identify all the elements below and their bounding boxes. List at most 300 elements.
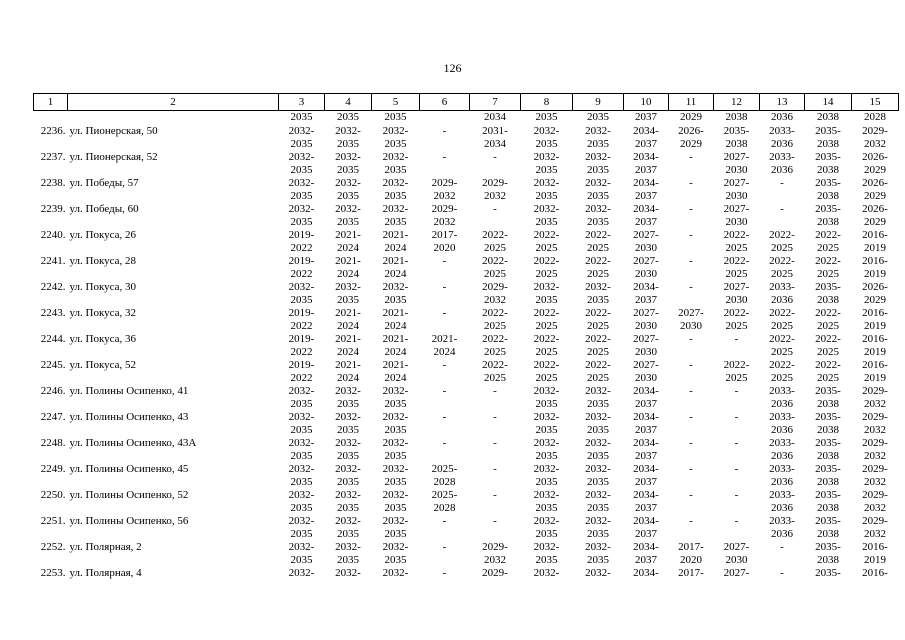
table-cell: 2022- 2025 [723,359,750,384]
table-cell: 2021- 2024 [335,307,361,332]
table-cell: 2032- 2035 [533,489,560,514]
table-cell: 2032- 2035 [335,203,361,228]
table-cell: 2022- 2025 [723,229,750,254]
table-cell: 2032- 2035 [533,151,560,176]
table-cell: 2028 [864,111,886,123]
table-cell: - [689,229,693,241]
table-cell: 2022- 2025 [533,359,560,384]
table-row [34,411,899,437]
table-cell: 2034- 2037 [633,489,659,514]
table-cell: 2022- 2025 [585,255,611,280]
table-cell: 2027- 2030 [723,151,750,176]
table-cell: 2019- 2022 [288,229,315,254]
table-cell: 2032- 2035 [585,515,611,540]
table-cell: 2029- 2032 [862,437,888,462]
table-cell: - [493,437,497,449]
table-cell: 2027- 2030 [723,541,750,566]
table-cell: - [493,489,497,501]
column-header: 7 [470,94,521,111]
table-cell: 2032- 2035 [585,125,611,150]
table-cell: 2032- 2035 [533,541,560,566]
row-number: 2245. [40,359,66,371]
column-header: 10 [624,94,669,111]
table-cell: 2025- 2028 [431,463,458,488]
table-row [34,333,899,359]
table-cell: - [493,385,497,397]
table-cell: 2034- 2037 [633,125,659,150]
table-cell: - [442,567,447,579]
table-cell: 2027- 2030 [678,307,704,332]
table-cell: 2029 [680,111,702,123]
table-cell: 2032- 2035 [533,411,560,436]
address-cell: ул. Полярная, 4 [69,567,142,579]
table-cell: 2027- 2030 [723,281,750,306]
row-number: 2243. [40,307,66,319]
table-cell: - [442,411,447,423]
table-cell: 2022- 2025 [482,333,508,358]
table-cell: - [689,359,693,371]
table-cell: 2032- 2035 [335,385,361,410]
table-cell: 2035 [290,111,313,123]
table-row [34,125,899,151]
table-cell: 2032- 2035 [288,281,315,306]
column-header: 3 [279,94,325,111]
table-cell: 2035- 2038 [815,463,841,488]
table-cell: 2033- 2036 [769,151,795,176]
table-cell: 2021- 2024 [382,333,409,358]
table-cell: 2022- 2025 [533,333,560,358]
table-cell: 2034- 2037 [633,203,659,228]
table-cell: 2016- [862,567,888,579]
address-cell: ул. Покуса, 36 [69,333,137,345]
table-cell: - [734,489,739,501]
table-cell: - [780,177,784,189]
table-cell: 2032- 2035 [585,151,611,176]
table-cell: 2022- 2025 [815,307,841,332]
data-table [33,93,899,593]
table-cell: 2032- 2035 [288,203,315,228]
table-cell: 2029- 2032 [431,203,458,228]
table-cell: 2022- 2025 [769,255,795,280]
table-cell: 2032- 2035 [585,489,611,514]
table-row [34,489,899,515]
table-cell: 2029- 2032 [431,177,458,202]
table-cell: 2032- 2035 [585,177,611,202]
table-cell: 2036 [771,111,793,123]
table-cell: 2031- 2034 [482,125,508,150]
table-cell: 2034- [633,567,659,579]
table-cell: 2032- 2035 [382,177,409,202]
table-cell: 2022- 2025 [815,255,841,280]
table-cell: 2016- 2019 [862,255,888,280]
address-cell: ул. Полины Осипенко, 43А [69,437,197,449]
table-cell: - [493,151,497,163]
table-cell: 2032- 2035 [585,463,611,488]
address-cell: ул. Полины Осипенко, 52 [69,489,189,501]
table-cell: 2032- 2035 [288,177,315,202]
table-cell: 2032- [585,567,611,579]
table-cell: 2021- 2024 [335,359,361,384]
row-number: 2247. [40,411,66,423]
table-cell: - [689,515,693,527]
table-cell: - [442,515,447,527]
column-header: 2 [68,94,279,111]
table-cell: 2027- 2030 [633,333,659,358]
table-cell: 2022- 2025 [533,229,560,254]
table-cell: 2032- 2035 [288,151,315,176]
table-cell [420,111,470,126]
table-row [34,177,899,203]
table-cell: 2032- 2035 [382,489,409,514]
table-cell: 2017- [678,567,704,579]
table-row [34,567,899,593]
row-number: 2249. [40,463,66,475]
table-cell: 2016- 2019 [862,307,888,332]
table-cell: - [689,385,693,397]
header-row [34,94,899,111]
table-cell: - [689,151,693,163]
table-cell: - [689,463,693,475]
table-cell: 2032- 2035 [533,281,560,306]
table-cell: 2033- 2036 [769,411,795,436]
table-cell: 2021- 2024 [382,229,409,254]
row-number: 2239. [40,203,66,215]
table-cell: 2029- 2032 [482,541,508,566]
table-cell: 2032- 2035 [533,203,560,228]
table-cell: 2032- 2035 [335,411,361,436]
table-cell: 2032- 2035 [335,541,361,566]
table-cell: 2035- 2038 [815,411,841,436]
table-cell: 2033- 2036 [769,489,795,514]
table-cell: 2032- 2035 [382,541,409,566]
table-cell: - [442,541,447,553]
table-cell: 2029- [482,567,508,579]
table-cell: 2019- 2022 [288,359,315,384]
table-cell: 2016- 2019 [862,541,888,566]
address-cell: ул. Полярная, 2 [69,541,142,553]
table-cell: 2022- 2025 [585,229,611,254]
table-cell: 2022- 2025 [815,359,841,384]
column-header: 4 [325,94,372,111]
address-cell: ул. Покуса, 52 [69,359,137,371]
table-cell: - [734,385,739,397]
table-cell: 2033- 2036 [769,437,795,462]
table-cell: 2032- 2035 [335,151,361,176]
table-cell: 2035- [815,567,841,579]
table-cell: 2032- 2035 [585,541,611,566]
row-number: 2252. [40,541,66,553]
address-cell: ул. Пионерская, 50 [69,125,158,137]
address-cell: ул. Победы, 60 [69,203,139,215]
table-cell: 2032- 2035 [288,463,315,488]
table-cell: - [780,567,784,579]
table-cell: 2027- [723,567,750,579]
table-cell: 2034- 2037 [633,151,659,176]
table-cell: 2022- 2025 [723,307,750,332]
table-row [34,203,899,229]
table-cell: 2032- 2035 [382,411,409,436]
table-cell: 2032- 2035 [382,385,409,410]
row-number: 2241. [40,255,66,267]
column-header: 12 [714,94,760,111]
table-cell: 2021- 2024 [431,333,458,358]
table-cell: 2032- 2035 [288,489,315,514]
table-cell: 2035- 2038 [815,125,841,150]
table-cell: 2022- 2025 [769,229,795,254]
table-cell: 2032- 2035 [335,125,361,150]
table-cell: 2026- 2029 [862,281,888,306]
table-cell: - [493,463,497,475]
table-cell: 2027- 2030 [723,177,750,202]
table-cell: - [689,255,693,267]
table-cell: 2035- 2038 [723,125,750,150]
table-cell: 2033- 2036 [769,463,795,488]
table-cell: 2035 [587,111,609,123]
table-cell: - [442,359,447,371]
table-cell: 2032- 2035 [382,437,409,462]
table-cell: - [442,151,447,163]
table-cell: 2029- 2032 [862,385,888,410]
table-cell: 2032- 2035 [533,385,560,410]
table-cell: - [493,515,497,527]
column-header: 1 [34,94,68,111]
table-cell: 2022- 2025 [482,229,508,254]
table-cell: 2033- 2036 [769,125,795,150]
address-cell: ул. Полины Осипенко, 45 [69,463,189,475]
table-cell: 2032- 2035 [288,541,315,566]
table-cell: 2017- 2020 [431,229,458,254]
table-cell: 2032- 2035 [382,203,409,228]
table-cell: 2034- 2037 [633,515,659,540]
table-cell: 2021- 2024 [335,255,361,280]
column-header: 5 [372,94,420,111]
continuation-row [34,111,899,126]
table-cell: 2032- 2035 [382,125,409,150]
table-cell: - [442,281,447,293]
table-body [34,111,899,594]
row-number: 2240. [40,229,66,241]
table-cell: - [734,463,739,475]
table-cell: 2022- 2025 [585,307,611,332]
table-cell: - [689,333,693,345]
table-row [34,281,899,307]
table-cell: 2032- 2035 [533,463,560,488]
table-cell: 2029- 2032 [862,463,888,488]
table-cell: 2025- 2028 [431,489,458,514]
table-cell: 2027- 2030 [723,203,750,228]
table-cell: 2021- 2024 [382,255,409,280]
address-cell: ул. Полины Осипенко, 41 [69,385,189,397]
table-row [34,255,899,281]
table-row [34,437,899,463]
table-cell: - [734,437,739,449]
row-number: 2236. [40,125,66,137]
table-cell: 2032- [533,567,560,579]
table-cell: 2035- 2038 [815,489,841,514]
row-number: 2253. [40,567,66,579]
table-cell: 2035- 2038 [815,515,841,540]
table-cell: 2034- 2037 [633,437,659,462]
table-cell: - [780,541,784,553]
table-cell: 2035- 2038 [815,203,841,228]
column-header: 14 [805,94,852,111]
table-cell: 2032- 2035 [335,437,361,462]
row-number: 2237. [40,151,66,163]
table-cell: 2032- 2035 [382,515,409,540]
table-cell: 2032- 2035 [335,489,361,514]
table-cell: 2029- 2032 [862,125,888,150]
table-cell: 2032- 2035 [533,177,560,202]
table-cell: - [442,125,447,137]
table-cell: 2022- 2025 [533,307,560,332]
table-cell: 2032- 2035 [335,281,361,306]
row-number: 2250. [40,489,66,501]
table-cell: 2022- 2025 [815,333,841,358]
row-number: 2242. [40,281,66,293]
table-cell: 2032- 2035 [382,151,409,176]
table-cell: 2032- 2035 [288,385,315,410]
table-cell: 2035 [384,111,407,123]
address-cell: ул. Пионерская, 52 [69,151,158,163]
column-header: 11 [669,94,714,111]
table-cell: 2032- 2035 [335,463,361,488]
table-cell: 2032- 2035 [585,203,611,228]
column-header: 15 [852,94,899,111]
table-cell: 2019- 2022 [288,307,315,332]
table-cell: 2019- 2022 [288,255,315,280]
table-cell: - [734,333,739,345]
address-cell: ул. Полины Осипенко, 56 [69,515,189,527]
address-cell: ул. Покуса, 32 [69,307,137,319]
address-cell: ул. Покуса, 26 [69,229,137,241]
table-cell: 2027- 2030 [633,307,659,332]
table-cell: 2022- 2025 [482,359,508,384]
table-row [34,541,899,567]
table-cell: 2016- 2019 [862,229,888,254]
table-cell: 2038 [817,111,839,123]
table-row [34,515,899,541]
table-cell: 2021- 2024 [382,359,409,384]
table-cell: 2033- 2036 [769,385,795,410]
table-cell: 2029- 2032 [482,281,508,306]
table-cell: 2017- 2020 [678,541,704,566]
table-cell: - [493,411,497,423]
table-cell: 2035- 2038 [815,151,841,176]
table-cell: - [442,437,447,449]
table-cell: - [689,281,693,293]
table-cell: 2034- 2037 [633,541,659,566]
table-cell: - [780,203,784,215]
table-cell: 2027- 2030 [633,255,659,280]
row-number: 2246. [40,385,66,397]
table-cell: 2026- 2029 [862,177,888,202]
table-cell: 2029- 2032 [862,489,888,514]
table-cell: 2021- 2024 [335,229,361,254]
table-cell: 2022- 2025 [769,359,795,384]
table-cell: 2019- 2022 [288,333,315,358]
table-cell: 2037 [635,111,657,123]
table-cell: 2032- 2035 [288,411,315,436]
table-cell: - [442,255,447,267]
empty-cell [34,111,68,126]
table-cell: 2035- 2038 [815,437,841,462]
table-cell: 2034- 2037 [633,281,659,306]
table-cell: - [689,437,693,449]
table-cell: 2026- 2029 [862,151,888,176]
address-cell: ул. Покуса, 30 [69,281,137,293]
column-header: 9 [573,94,624,111]
table-cell: - [689,177,693,189]
table-row [34,385,899,411]
table-cell: 2035- 2038 [815,385,841,410]
table-cell: - [442,307,447,319]
table-cell: - [442,385,447,397]
table-cell: 2034- 2037 [633,411,659,436]
table-cell: 2034- 2037 [633,463,659,488]
table-cell: 2022- 2025 [769,333,795,358]
column-header: 8 [521,94,573,111]
table-cell: - [689,203,693,215]
table-cell: 2032- 2035 [585,385,611,410]
table-cell: 2021- 2024 [382,307,409,332]
table-cell: 2032- 2035 [382,463,409,488]
column-header: 6 [420,94,470,111]
table-cell: 2032- [382,567,409,579]
table-cell: 2032- 2035 [533,125,560,150]
table-cell: 2022- 2025 [533,255,560,280]
table-cell: 2032- 2035 [382,281,409,306]
empty-cell [68,111,279,126]
table-cell: 2033- 2036 [769,515,795,540]
table-cell: 2033- 2036 [769,281,795,306]
table-cell: 2034- 2037 [633,177,659,202]
table-cell: 2026- 2029 [862,203,888,228]
address-cell: ул. Полины Осипенко, 43 [69,411,189,423]
table-cell: 2022- 2025 [482,307,508,332]
column-header: 13 [760,94,805,111]
table-cell: 2029- 2032 [482,177,508,202]
table-cell: - [734,411,739,423]
table-row [34,359,899,385]
table-cell: 2029- 2032 [862,515,888,540]
table-cell: - [734,515,739,527]
address-cell: ул. Покуса, 28 [69,255,137,267]
table-cell: 2032- 2035 [585,411,611,436]
table-cell: 2022- 2025 [723,255,750,280]
row-number: 2238. [40,177,66,189]
table-cell: 2021- 2024 [335,333,361,358]
table-cell: 2032- 2035 [585,281,611,306]
table-cell: 2034 [484,111,506,123]
table-cell: 2032- 2035 [533,515,560,540]
table-cell: 2027- 2030 [633,359,659,384]
row-number: 2244. [40,333,66,345]
table-cell: - [689,411,693,423]
table-cell: 2032- [335,567,361,579]
table-cell: 2022- 2025 [585,359,611,384]
table-row [34,229,899,255]
table-cell: 2032- 2035 [335,515,361,540]
table-cell: 2026- 2029 [678,125,704,150]
table-cell: - [689,489,693,501]
table-cell: 2035- 2038 [815,281,841,306]
row-number: 2248. [40,437,66,449]
row-number: 2251. [40,515,66,527]
table-cell: 2035- 2038 [815,541,841,566]
table-cell: 2032- 2035 [288,437,315,462]
table-cell: 2022- 2025 [769,307,795,332]
table-cell: 2032- 2035 [288,515,315,540]
